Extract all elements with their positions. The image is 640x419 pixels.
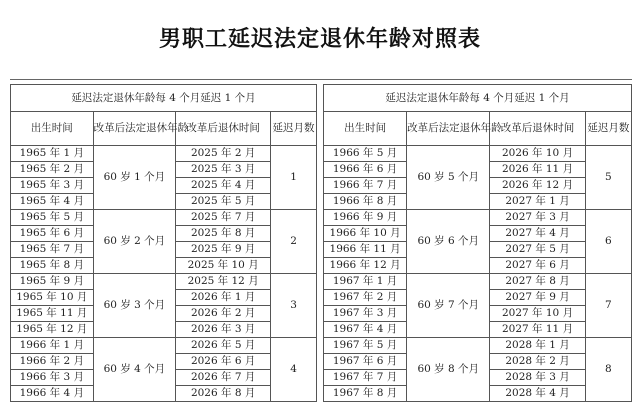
retirement-time-cell: 2025 年 8 月 — [176, 226, 271, 242]
table-row — [324, 146, 632, 162]
birth-date-cell: 1967 年 5 月 — [324, 338, 407, 354]
retirement-time-cell: 2026 年 12 月 — [490, 178, 585, 194]
retirement-age-cell: 60 岁 3 个月 — [93, 274, 176, 338]
table-row — [11, 338, 317, 354]
table-body — [11, 146, 317, 402]
retirement-time-cell: 2026 年 8 月 — [176, 386, 271, 402]
delay-months-cell: 5 — [585, 146, 631, 210]
birth-date-cell: 1965 年 10 月 — [11, 290, 94, 306]
header-retire-time: 改革后退休时间 — [176, 112, 271, 146]
birth-date-cell: 1965 年 9 月 — [11, 274, 94, 290]
retirement-time-cell: 2028 年 2 月 — [490, 354, 585, 370]
birth-date-cell: 1965 年 6 月 — [11, 226, 94, 242]
retirement-time-cell: 2027 年 8 月 — [490, 274, 585, 290]
birth-date-cell: 1966 年 4 月 — [11, 386, 94, 402]
table-row — [11, 274, 317, 290]
birth-date-cell: 1966 年 12 月 — [324, 258, 407, 274]
birth-date-cell: 1966 年 3 月 — [11, 370, 94, 386]
birth-date-cell: 1965 年 11 月 — [11, 306, 94, 322]
retirement-time-cell: 2026 年 11 月 — [490, 162, 585, 178]
table-row — [324, 338, 632, 354]
delay-months-cell: 6 — [585, 210, 631, 274]
header-age: 改革后法定退休年龄 — [407, 112, 490, 146]
page-title: 男职工延迟法定退休年龄对照表 — [158, 26, 481, 52]
header-delay: 延迟月数 — [271, 112, 317, 146]
birth-date-cell: 1966 年 5 月 — [324, 146, 407, 162]
retirement-age-cell: 60 岁 7 个月 — [407, 274, 490, 338]
left-table-panel — [10, 84, 317, 402]
retirement-table-left — [10, 84, 317, 402]
retirement-time-cell: 2025 年 5 月 — [176, 194, 271, 210]
retirement-age-cell: 60 岁 6 个月 — [407, 210, 490, 274]
right-table-panel — [323, 84, 632, 402]
birth-date-cell: 1967 年 6 月 — [324, 354, 407, 370]
retirement-time-cell: 2026 年 7 月 — [176, 370, 271, 386]
retirement-time-cell: 2026 年 10 月 — [490, 146, 585, 162]
header-retire-time: 改革后退休时间 — [490, 112, 585, 146]
delay-months-cell: 1 — [271, 146, 317, 210]
header-delay: 延迟月数 — [585, 112, 631, 146]
birth-date-cell: 1967 年 1 月 — [324, 274, 407, 290]
retirement-time-cell: 2025 年 9 月 — [176, 242, 271, 258]
retirement-time-cell: 2027 年 11 月 — [490, 322, 585, 338]
table-caption: 延迟法定退休年龄每 4 个月延迟 1 个月 — [11, 85, 317, 112]
birth-date-cell: 1965 年 1 月 — [11, 146, 94, 162]
table-row — [11, 210, 317, 226]
retirement-time-cell: 2026 年 2 月 — [176, 306, 271, 322]
birth-date-cell: 1967 年 8 月 — [324, 386, 407, 402]
delay-months-cell: 7 — [585, 274, 631, 338]
delay-months-cell: 2 — [271, 210, 317, 274]
retirement-time-cell: 2027 年 10 月 — [490, 306, 585, 322]
birth-date-cell: 1965 年 5 月 — [11, 210, 94, 226]
table-caption: 延迟法定退休年龄每 4 个月延迟 1 个月 — [324, 85, 632, 112]
retirement-age-cell: 60 岁 4 个月 — [93, 338, 176, 402]
birth-date-cell: 1965 年 12 月 — [11, 322, 94, 338]
birth-date-cell: 1966 年 10 月 — [324, 226, 407, 242]
retirement-time-cell: 2027 年 1 月 — [490, 194, 585, 210]
birth-date-cell: 1966 年 9 月 — [324, 210, 407, 226]
birth-date-cell: 1967 年 2 月 — [324, 290, 407, 306]
table-row — [324, 274, 632, 290]
retirement-time-cell: 2027 年 4 月 — [490, 226, 585, 242]
retirement-time-cell: 2028 年 1 月 — [490, 338, 585, 354]
retirement-time-cell: 2026 年 5 月 — [176, 338, 271, 354]
retirement-time-cell: 2026 年 1 月 — [176, 290, 271, 306]
retirement-time-cell: 2025 年 12 月 — [176, 274, 271, 290]
birth-date-cell: 1965 年 3 月 — [11, 178, 94, 194]
retirement-table-right — [323, 84, 632, 402]
retirement-time-cell: 2028 年 4 月 — [490, 386, 585, 402]
retirement-age-cell: 60 岁 2 个月 — [93, 210, 176, 274]
top-divider — [10, 79, 632, 80]
table-row — [11, 146, 317, 162]
delay-months-cell: 3 — [271, 274, 317, 338]
birth-date-cell: 1966 年 2 月 — [11, 354, 94, 370]
header-birth: 出生时间 — [324, 112, 407, 146]
delay-months-cell: 4 — [271, 338, 317, 402]
retirement-time-cell: 2028 年 3 月 — [490, 370, 585, 386]
retirement-time-cell: 2026 年 6 月 — [176, 354, 271, 370]
retirement-age-cell: 60 岁 8 个月 — [407, 338, 490, 402]
birth-date-cell: 1966 年 8 月 — [324, 194, 407, 210]
birth-date-cell: 1966 年 6 月 — [324, 162, 407, 178]
birth-date-cell: 1967 年 7 月 — [324, 370, 407, 386]
header-birth: 出生时间 — [11, 112, 94, 146]
retirement-time-cell: 2025 年 10 月 — [176, 258, 271, 274]
retirement-time-cell: 2025 年 4 月 — [176, 178, 271, 194]
birth-date-cell: 1966 年 7 月 — [324, 178, 407, 194]
table-body — [324, 146, 632, 402]
retirement-time-cell: 2025 年 2 月 — [176, 146, 271, 162]
retirement-age-cell: 60 岁 5 个月 — [407, 146, 490, 210]
birth-date-cell: 1965 年 4 月 — [11, 194, 94, 210]
birth-date-cell: 1965 年 7 月 — [11, 242, 94, 258]
birth-date-cell: 1967 年 3 月 — [324, 306, 407, 322]
delay-months-cell: 8 — [585, 338, 631, 402]
table-row — [324, 210, 632, 226]
retirement-time-cell: 2027 年 3 月 — [490, 210, 585, 226]
birth-date-cell: 1967 年 4 月 — [324, 322, 407, 338]
retirement-time-cell: 2027 年 5 月 — [490, 242, 585, 258]
retirement-time-cell: 2027 年 6 月 — [490, 258, 585, 274]
header-age: 改革后法定退休年龄 — [93, 112, 176, 146]
birth-date-cell: 1966 年 11 月 — [324, 242, 407, 258]
birth-date-cell: 1966 年 1 月 — [11, 338, 94, 354]
retirement-age-cell: 60 岁 1 个月 — [93, 146, 176, 210]
retirement-time-cell: 2026 年 3 月 — [176, 322, 271, 338]
birth-date-cell: 1965 年 2 月 — [11, 162, 94, 178]
retirement-time-cell: 2025 年 7 月 — [176, 210, 271, 226]
birth-date-cell: 1965 年 8 月 — [11, 258, 94, 274]
retirement-time-cell: 2025 年 3 月 — [176, 162, 271, 178]
retirement-time-cell: 2027 年 9 月 — [490, 290, 585, 306]
